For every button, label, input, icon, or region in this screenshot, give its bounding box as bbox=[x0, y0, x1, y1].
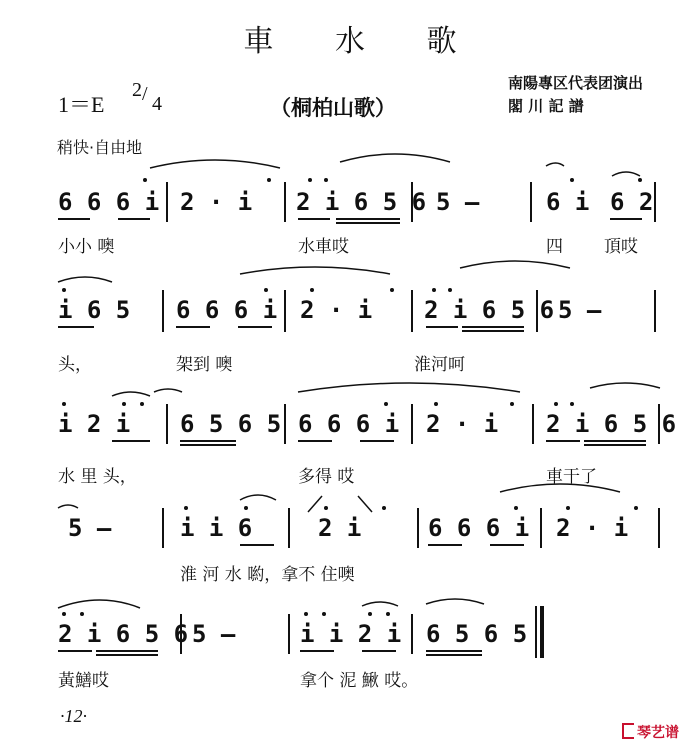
octave-dots bbox=[62, 178, 642, 616]
measure: 6 i bbox=[546, 188, 590, 216]
lyric: 淮 河 水 喲，拿不 住噢 bbox=[180, 565, 355, 585]
measure: 6 5 6 5 bbox=[426, 620, 528, 648]
slur bbox=[58, 505, 78, 508]
octave-dot bbox=[62, 612, 66, 616]
slur bbox=[426, 599, 484, 604]
beams bbox=[58, 219, 646, 655]
meter-slash: / bbox=[142, 83, 148, 105]
measure: 2 · i bbox=[426, 410, 499, 438]
page-number: ·12· bbox=[60, 706, 87, 726]
key-signature: 1＝E bbox=[58, 92, 105, 117]
measure: 2 i 6 5 6 bbox=[296, 188, 427, 216]
octave-dot bbox=[322, 612, 326, 616]
measure: 6 6 6 i bbox=[58, 188, 160, 216]
song-title: 車 水 歌 bbox=[243, 24, 483, 59]
octave-dot bbox=[140, 402, 144, 406]
lyric: 水車哎 bbox=[298, 237, 349, 257]
slur bbox=[298, 383, 520, 392]
measure: 5 — bbox=[68, 514, 112, 542]
octave-dot bbox=[434, 402, 438, 406]
measure: 6 6 6 i bbox=[428, 514, 530, 542]
lyric: 淮河呵 bbox=[414, 355, 465, 375]
measure: 2 i 6 5 6 bbox=[424, 296, 555, 324]
octave-dot bbox=[304, 612, 308, 616]
slur bbox=[150, 160, 280, 168]
octave-dot bbox=[244, 506, 248, 510]
measure: i i 6 bbox=[180, 514, 253, 542]
slur bbox=[58, 600, 140, 608]
slur bbox=[358, 496, 372, 512]
slur bbox=[58, 277, 112, 282]
octave-dot bbox=[386, 612, 390, 616]
octave-dot bbox=[310, 288, 314, 292]
measure: i 6 5 bbox=[58, 296, 131, 324]
octave-dot bbox=[384, 402, 388, 406]
meter-top: 2 bbox=[132, 79, 142, 101]
measure: 6 2 bbox=[610, 188, 654, 216]
measure: 2 i 6 5 6 bbox=[58, 620, 189, 648]
slur bbox=[240, 267, 390, 274]
lyric: 黃鱔哎 bbox=[58, 671, 109, 691]
measure: 2 · i bbox=[300, 296, 373, 324]
lyric: 頂哎 bbox=[604, 237, 638, 257]
octave-dot bbox=[264, 288, 268, 292]
measure: 2 i bbox=[318, 514, 362, 542]
octave-dot bbox=[514, 506, 518, 510]
octave-dot bbox=[382, 506, 386, 510]
watermark-logo bbox=[622, 722, 679, 742]
lyric: 头， bbox=[58, 355, 92, 375]
octave-dot bbox=[390, 288, 394, 292]
octave-dot bbox=[570, 402, 574, 406]
credit-performer: 南陽專区代表团演出 bbox=[508, 74, 644, 92]
octave-dot bbox=[122, 402, 126, 406]
lyric: 拿个 泥 鰍 哎。 bbox=[300, 671, 419, 691]
slur bbox=[112, 392, 150, 396]
slur bbox=[154, 389, 182, 392]
measure: 2 · i bbox=[556, 514, 629, 542]
octave-dot bbox=[324, 178, 328, 182]
octave-dot bbox=[143, 178, 147, 182]
lyric: 架到 噢 bbox=[176, 355, 233, 375]
slur bbox=[460, 261, 570, 268]
octave-dot bbox=[638, 178, 642, 182]
measure: 6 5 6 5 bbox=[180, 410, 282, 438]
slur bbox=[590, 383, 660, 388]
octave-dot bbox=[570, 178, 574, 182]
slur bbox=[308, 496, 322, 512]
lyric: 水 里 头， bbox=[58, 467, 137, 487]
logo-text: 琴艺谱 bbox=[637, 725, 679, 741]
tempo-marking: 稍快·自由地 bbox=[57, 138, 143, 157]
lyric: 車干了 bbox=[546, 467, 597, 487]
meter-bottom: 4 bbox=[152, 93, 162, 115]
octave-dot bbox=[62, 402, 66, 406]
octave-dot bbox=[554, 402, 558, 406]
octave-dot bbox=[184, 506, 188, 510]
octave-dot bbox=[432, 288, 436, 292]
octave-dot bbox=[324, 506, 328, 510]
measure: 2 i 6 5 6 bbox=[546, 410, 677, 438]
measure: 5 — bbox=[558, 296, 602, 324]
slur bbox=[240, 495, 276, 500]
lyric: 小小 噢 bbox=[58, 237, 115, 257]
octave-dot bbox=[80, 612, 84, 616]
measure: 5 — bbox=[436, 188, 480, 216]
octave-dot bbox=[368, 612, 372, 616]
measure: i 2 i bbox=[58, 410, 131, 438]
slur bbox=[612, 172, 640, 176]
lyric: 四 bbox=[546, 237, 563, 257]
octave-dot bbox=[448, 288, 452, 292]
octave-dot bbox=[634, 506, 638, 510]
octave-dot bbox=[267, 178, 271, 182]
measure: 6 6 6 i bbox=[298, 410, 400, 438]
bar-lines bbox=[163, 182, 659, 658]
logo-icon bbox=[622, 723, 634, 739]
slur bbox=[546, 163, 564, 166]
song-subtitle: （桐柏山歌） bbox=[270, 96, 396, 120]
octave-dot bbox=[62, 288, 66, 292]
lyric: 多得 哎 bbox=[298, 467, 355, 487]
measure: 5 — bbox=[192, 620, 236, 648]
measure: 2 · i bbox=[180, 188, 253, 216]
octave-dot bbox=[566, 506, 570, 510]
slur bbox=[340, 154, 450, 162]
measure: 6 6 6 i bbox=[176, 296, 278, 324]
slur bbox=[500, 484, 620, 492]
slur bbox=[362, 602, 398, 606]
octave-dot bbox=[308, 178, 312, 182]
credit-transcriber: 閣 川 記 譜 bbox=[508, 97, 584, 115]
octave-dot bbox=[510, 402, 514, 406]
measure: i i 2 i bbox=[300, 620, 402, 648]
